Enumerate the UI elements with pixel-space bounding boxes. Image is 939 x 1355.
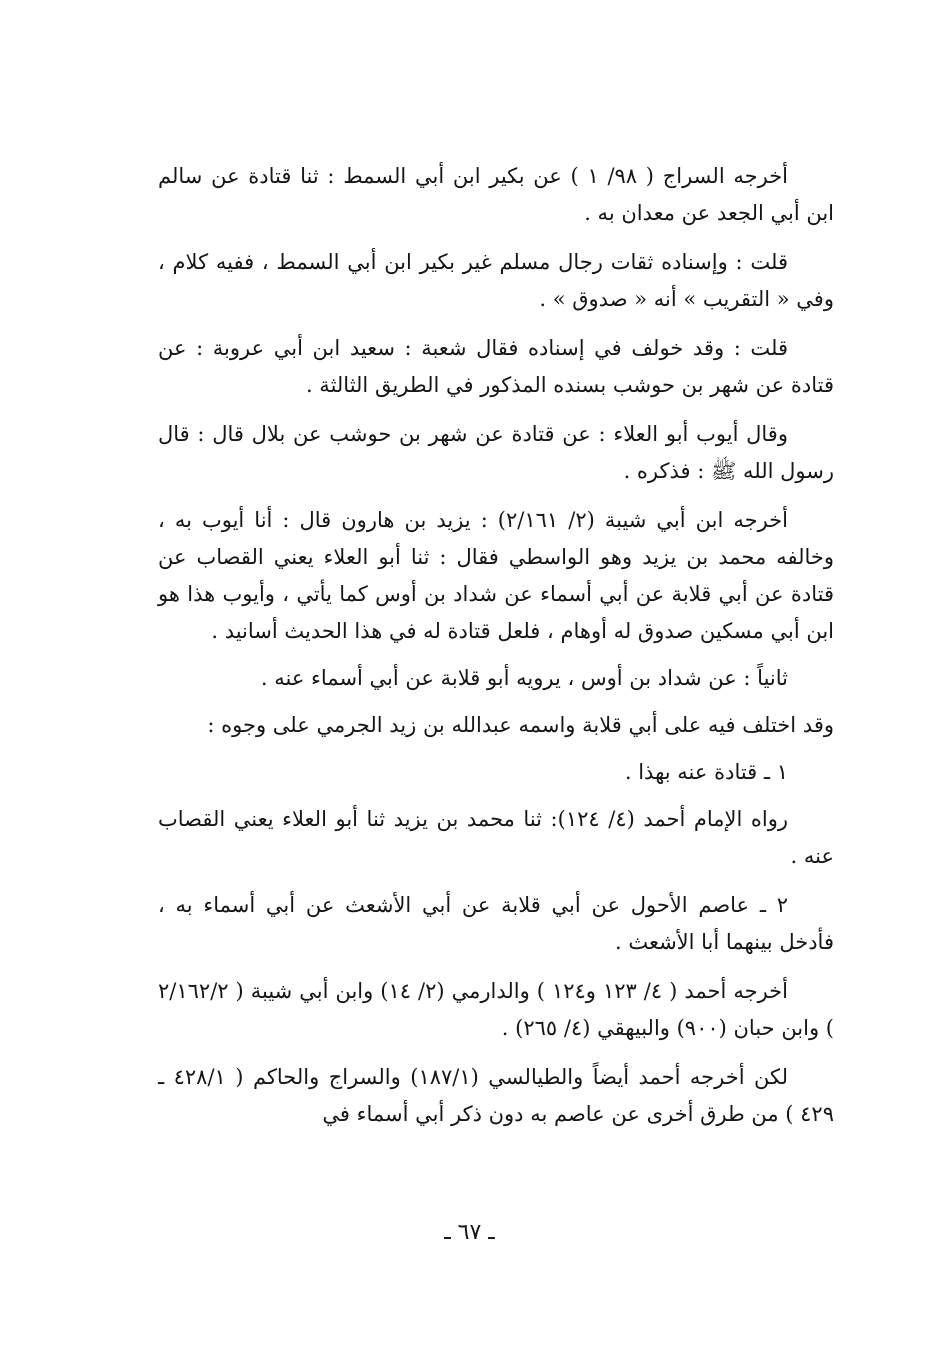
paragraph-11: أخرجه أحمد ( ٤/ ١٢٣ و١٢٤ ) والدارمي (٢/ ١٤) وابن أبي شيبة ( ٢/١٦٢/٢ ) وابن حبان (٩٠٠) والبيهقي (٤/ ٢٦٥) . <box>158 979 834 1040</box>
main-text <box>158 0 834 1133</box>
paragraph-4: وقال أيوب أبو العلاء : عن قتادة عن شهر بن حوشب عن بلال قال : قال رسول الله ﷺ : فذكره . <box>158 422 834 483</box>
paragraph-3: قلت : وقد خولف في إسناده فقال شعبة : سعيد ابن أبي عروبة : عن قتادة عن شهر بن حوشب بسنده المذكور في الطريق الثالثة . <box>158 336 834 397</box>
paragraph-10: ٢ ـ عاصم الأحول عن أبي قلابة عن أبي الأشعث عن أبي أسماء به ، فأدخل بينهما أبا الأشعث . <box>158 893 834 954</box>
paragraph-1: أخرجه السراج ( ٩٨/ ١ ) عن بكير ابن أبي السمط : ثنا قتادة عن سالم ابن أبي الجعد عن معدان به . <box>158 164 834 225</box>
paragraph-9: رواه الإمام أحمد (٤/ ١٢٤): ثنا محمد بن يزيد ثنا أبو العلاء يعني القصاب عنه . <box>158 807 834 868</box>
paragraph-6: ثانياً : عن شداد بن أوس ، يرويه أبو قلابة عن أبي أسماء عنه . <box>260 666 788 690</box>
paragraph-5: أخرجه ابن أبي شيبة (٢/ ٢/١٦١) : يزيد بن هارون قال : أنا أيوب به ، وخالفه محمد بن يزيد وهو الواسطي فقال : ثنا أبو العلاء يعني القصاب عن قتادة عن أبي قلابة عن أبي أسماء عن شداد بن أوس كما يأتي ، وأيوب هذا هو ابن أبي مسكين صدوق له أوهام ، فلعل قتادة له في هذا الحديث أسانيد . <box>158 508 834 643</box>
paragraph-12: لكن أخرجه أحمد أيضاً والطيالسي (١٨٧/١) والسراج والحاكم ( ٤٢٨/١ ـ ٤٢٩ ) من طرق أخرى عن عاصم به دون ذكر أبي أسماء في <box>158 1065 834 1126</box>
paragraph-7: وقد اختلف فيه على أبي قلابة واسمه عبدالله بن زيد الجرمي على وجوه : <box>207 713 834 737</box>
paragraph-8: ١ ـ قتادة عنه بهذا . <box>624 760 788 784</box>
page-number: ـ ٦٧ ـ <box>444 1220 495 1245</box>
paragraph-2: قلت : وإسناده ثقات رجال مسلم غير بكير ابن أبي السمط ، ففيه كلام ، وفي « التقريب » أنه « صدوق » . <box>158 250 834 311</box>
